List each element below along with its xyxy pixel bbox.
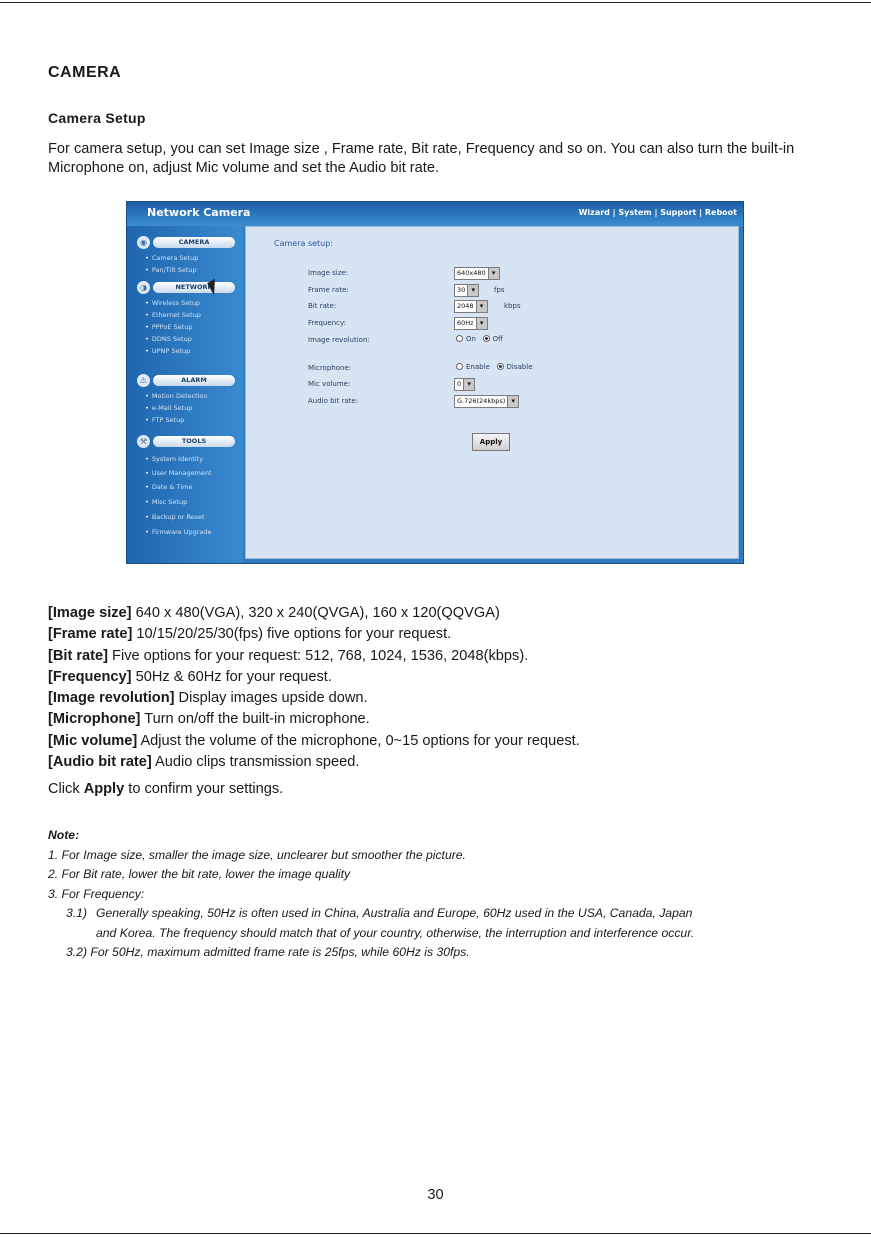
- definition-item: [48, 709, 848, 730]
- note-title: Note:: [48, 828, 80, 842]
- definition-term: [Image size]: [48, 605, 132, 621]
- definition-desc: 640 x 480(VGA), 320 x 240(QVGA), 160 x 120(QQVGA): [131, 605, 500, 621]
- sidebar-item-ethernet[interactable]: • Ethernet Setup: [145, 310, 243, 321]
- mic-enable-radio[interactable]: [456, 363, 463, 370]
- field-label: Audio bit rate:: [308, 397, 359, 405]
- revolution-off-radio[interactable]: [483, 335, 490, 342]
- sidebar-item-misc[interactable]: • Misc Setup: [145, 497, 243, 508]
- note-sub-text-continued: and Korea. The frequency should match that of your country, otherwise, the interruption and interference occur.: [96, 925, 695, 940]
- definition-desc: 10/15/20/25/30(fps) five options for your request.: [132, 626, 452, 643]
- radio-label: Disable: [506, 363, 533, 371]
- radio-label: On: [466, 335, 476, 343]
- click-post: to confirm your settings.: [124, 781, 284, 797]
- definition-item: [48, 603, 848, 624]
- screenshot-header: [127, 202, 743, 226]
- click-apply-instruction: [48, 781, 283, 797]
- definition-term: [Bit rate]: [48, 647, 108, 664]
- note-item: 1. For Image size, smaller the image size, unclearer but smoother the picture.: [48, 847, 466, 862]
- click-pre: Click: [48, 781, 84, 797]
- screenshot-sidebar: [127, 226, 243, 564]
- image-size-select[interactable]: 640x480 ▾: [454, 267, 500, 280]
- tools-icon: ⚒: [137, 435, 150, 448]
- definition-item: [48, 646, 848, 667]
- click-apply-word: Apply: [83, 781, 125, 797]
- section-title: Camera Setup: [48, 110, 146, 126]
- definition-item: [48, 624, 848, 645]
- field-label: Mic volume:: [308, 380, 351, 388]
- sidebar-item-email[interactable]: • e-Mail Setup: [145, 403, 243, 414]
- network-icon: ◑: [137, 281, 150, 294]
- field-label: Image revolution:: [308, 336, 370, 344]
- audio-bit-rate-select[interactable]: G.726(24kbps) ▾: [454, 395, 519, 408]
- field-label: Frequency:: [308, 319, 347, 327]
- definition-desc: Turn on/off the built-in microphone.: [140, 711, 370, 728]
- category-network[interactable]: [137, 281, 241, 295]
- frame-rate-unit: fps: [494, 286, 505, 294]
- definition-term: [Image revolution]: [48, 690, 175, 707]
- note-subitem: [48, 904, 838, 943]
- definition-item: [48, 731, 848, 752]
- camera-setup-screenshot: [126, 201, 744, 564]
- sidebar-item-pan-tilt[interactable]: • Pan/Tilt Setup: [145, 265, 243, 276]
- sidebar-item-backup[interactable]: • Backup or Reset: [145, 512, 243, 523]
- frame-rate-select[interactable]: 30 ▾: [454, 284, 479, 297]
- field-label: Microphone:: [308, 364, 352, 372]
- category-camera[interactable]: [137, 236, 241, 250]
- definition-item: [48, 688, 848, 709]
- field-label: Image size:: [308, 269, 349, 277]
- frequency-select[interactable]: 60Hz ▾: [454, 317, 488, 330]
- definition-desc: Audio clips transmission speed.: [151, 754, 360, 771]
- alarm-icon: ⚠: [137, 374, 150, 387]
- microphone-radio-group: [456, 363, 533, 371]
- bit-rate-select[interactable]: 2048 ▾: [454, 300, 488, 313]
- sidebar-item-motion[interactable]: • Motion Detection: [145, 391, 243, 402]
- bottom-rule: [0, 1233, 871, 1234]
- definition-term: [Audio bit rate]: [48, 754, 152, 771]
- definition-desc: Display images upside down.: [174, 690, 368, 707]
- category-label: ALARM: [153, 375, 235, 386]
- mic-disable-radio[interactable]: [497, 363, 504, 370]
- definition-desc: Adjust the volume of the microphone, 0~15 options for your request.: [137, 732, 580, 749]
- page-number: 30: [427, 1187, 444, 1203]
- sidebar-item-ftp[interactable]: • FTP Setup: [145, 415, 243, 426]
- definition-term: [Microphone]: [48, 711, 141, 728]
- sidebar-item-firmware[interactable]: • Firmware Upgrade: [145, 527, 243, 538]
- sidebar-item-pppoe[interactable]: • PPPoE Setup: [145, 322, 243, 333]
- page-title: CAMERA: [48, 64, 122, 81]
- bit-rate-unit: kbps: [504, 302, 521, 310]
- top-links[interactable]: Wizard | System | Support | Reboot: [578, 208, 737, 217]
- category-alarm[interactable]: [137, 374, 241, 388]
- sidebar-item-ddns[interactable]: • DDNS Setup: [145, 334, 243, 345]
- definition-term: [Frequency]: [48, 668, 132, 685]
- radio-label: Off: [492, 335, 503, 343]
- intro-paragraph: For camera setup, you can set Image size , Frame rate, Bit rate, Frequency and so on. You can also turn the built-in Microphone on, adjust Mic volume and set the Audio bit rate.: [48, 141, 795, 176]
- sidebar-item-wireless[interactable]: • Wireless Setup: [145, 298, 243, 309]
- note-subitem: 3.2) For 50Hz, maximum admitted frame rate is 25fps, while 60Hz is 30fps.: [66, 945, 470, 959]
- settings-definitions: [48, 603, 848, 773]
- mic-volume-select[interactable]: 0 ▾: [454, 378, 475, 391]
- definition-term: [Mic volume]: [48, 732, 138, 749]
- radio-label: Enable: [466, 363, 490, 371]
- top-rule: [0, 2, 871, 3]
- notes-section: [48, 826, 838, 963]
- definition-desc: 50Hz & 60Hz for your request.: [131, 668, 332, 685]
- app-title: Network Camera: [147, 206, 251, 219]
- apply-button[interactable]: Apply: [472, 433, 510, 451]
- category-tools[interactable]: [137, 435, 241, 449]
- sidebar-item-identity[interactable]: • System Identity: [145, 454, 243, 465]
- revolution-on-radio[interactable]: [456, 335, 463, 342]
- revolution-radio-group: [456, 335, 503, 343]
- sidebar-item-datetime[interactable]: • Date & Time: [145, 482, 243, 493]
- definition-desc: Five options for your request: 512, 768, 1024, 1536, 2048(kbps).: [108, 647, 529, 664]
- note-sub-text: Generally speaking, 50Hz is often used in China, Australia and Europe, 60Hz used in the USA, Canada, Japan: [96, 906, 693, 920]
- definition-item: [48, 667, 848, 688]
- note-sub-number: 3.1): [66, 906, 88, 920]
- field-label: Bit rate:: [308, 302, 337, 310]
- category-label: NETWORK: [153, 282, 235, 293]
- form-heading: Camera setup:: [274, 239, 334, 248]
- sidebar-item-upnp[interactable]: • UPNP Setup: [145, 346, 243, 357]
- camera-setup-form: [245, 226, 739, 559]
- category-label: TOOLS: [153, 436, 235, 447]
- sidebar-item-users[interactable]: • User Management: [145, 468, 243, 479]
- sidebar-item-camera-setup[interactable]: • Camera Setup: [145, 253, 243, 264]
- note-item: 3. For Frequency:: [48, 886, 145, 901]
- camera-icon: ◉: [137, 236, 150, 249]
- category-label: CAMERA: [153, 237, 235, 248]
- field-label: Frame rate:: [308, 286, 349, 294]
- definition-item: [48, 752, 848, 773]
- definition-term: [Frame rate]: [48, 626, 133, 643]
- note-item: 2. For Bit rate, lower the bit rate, lower the image quality: [48, 867, 351, 881]
